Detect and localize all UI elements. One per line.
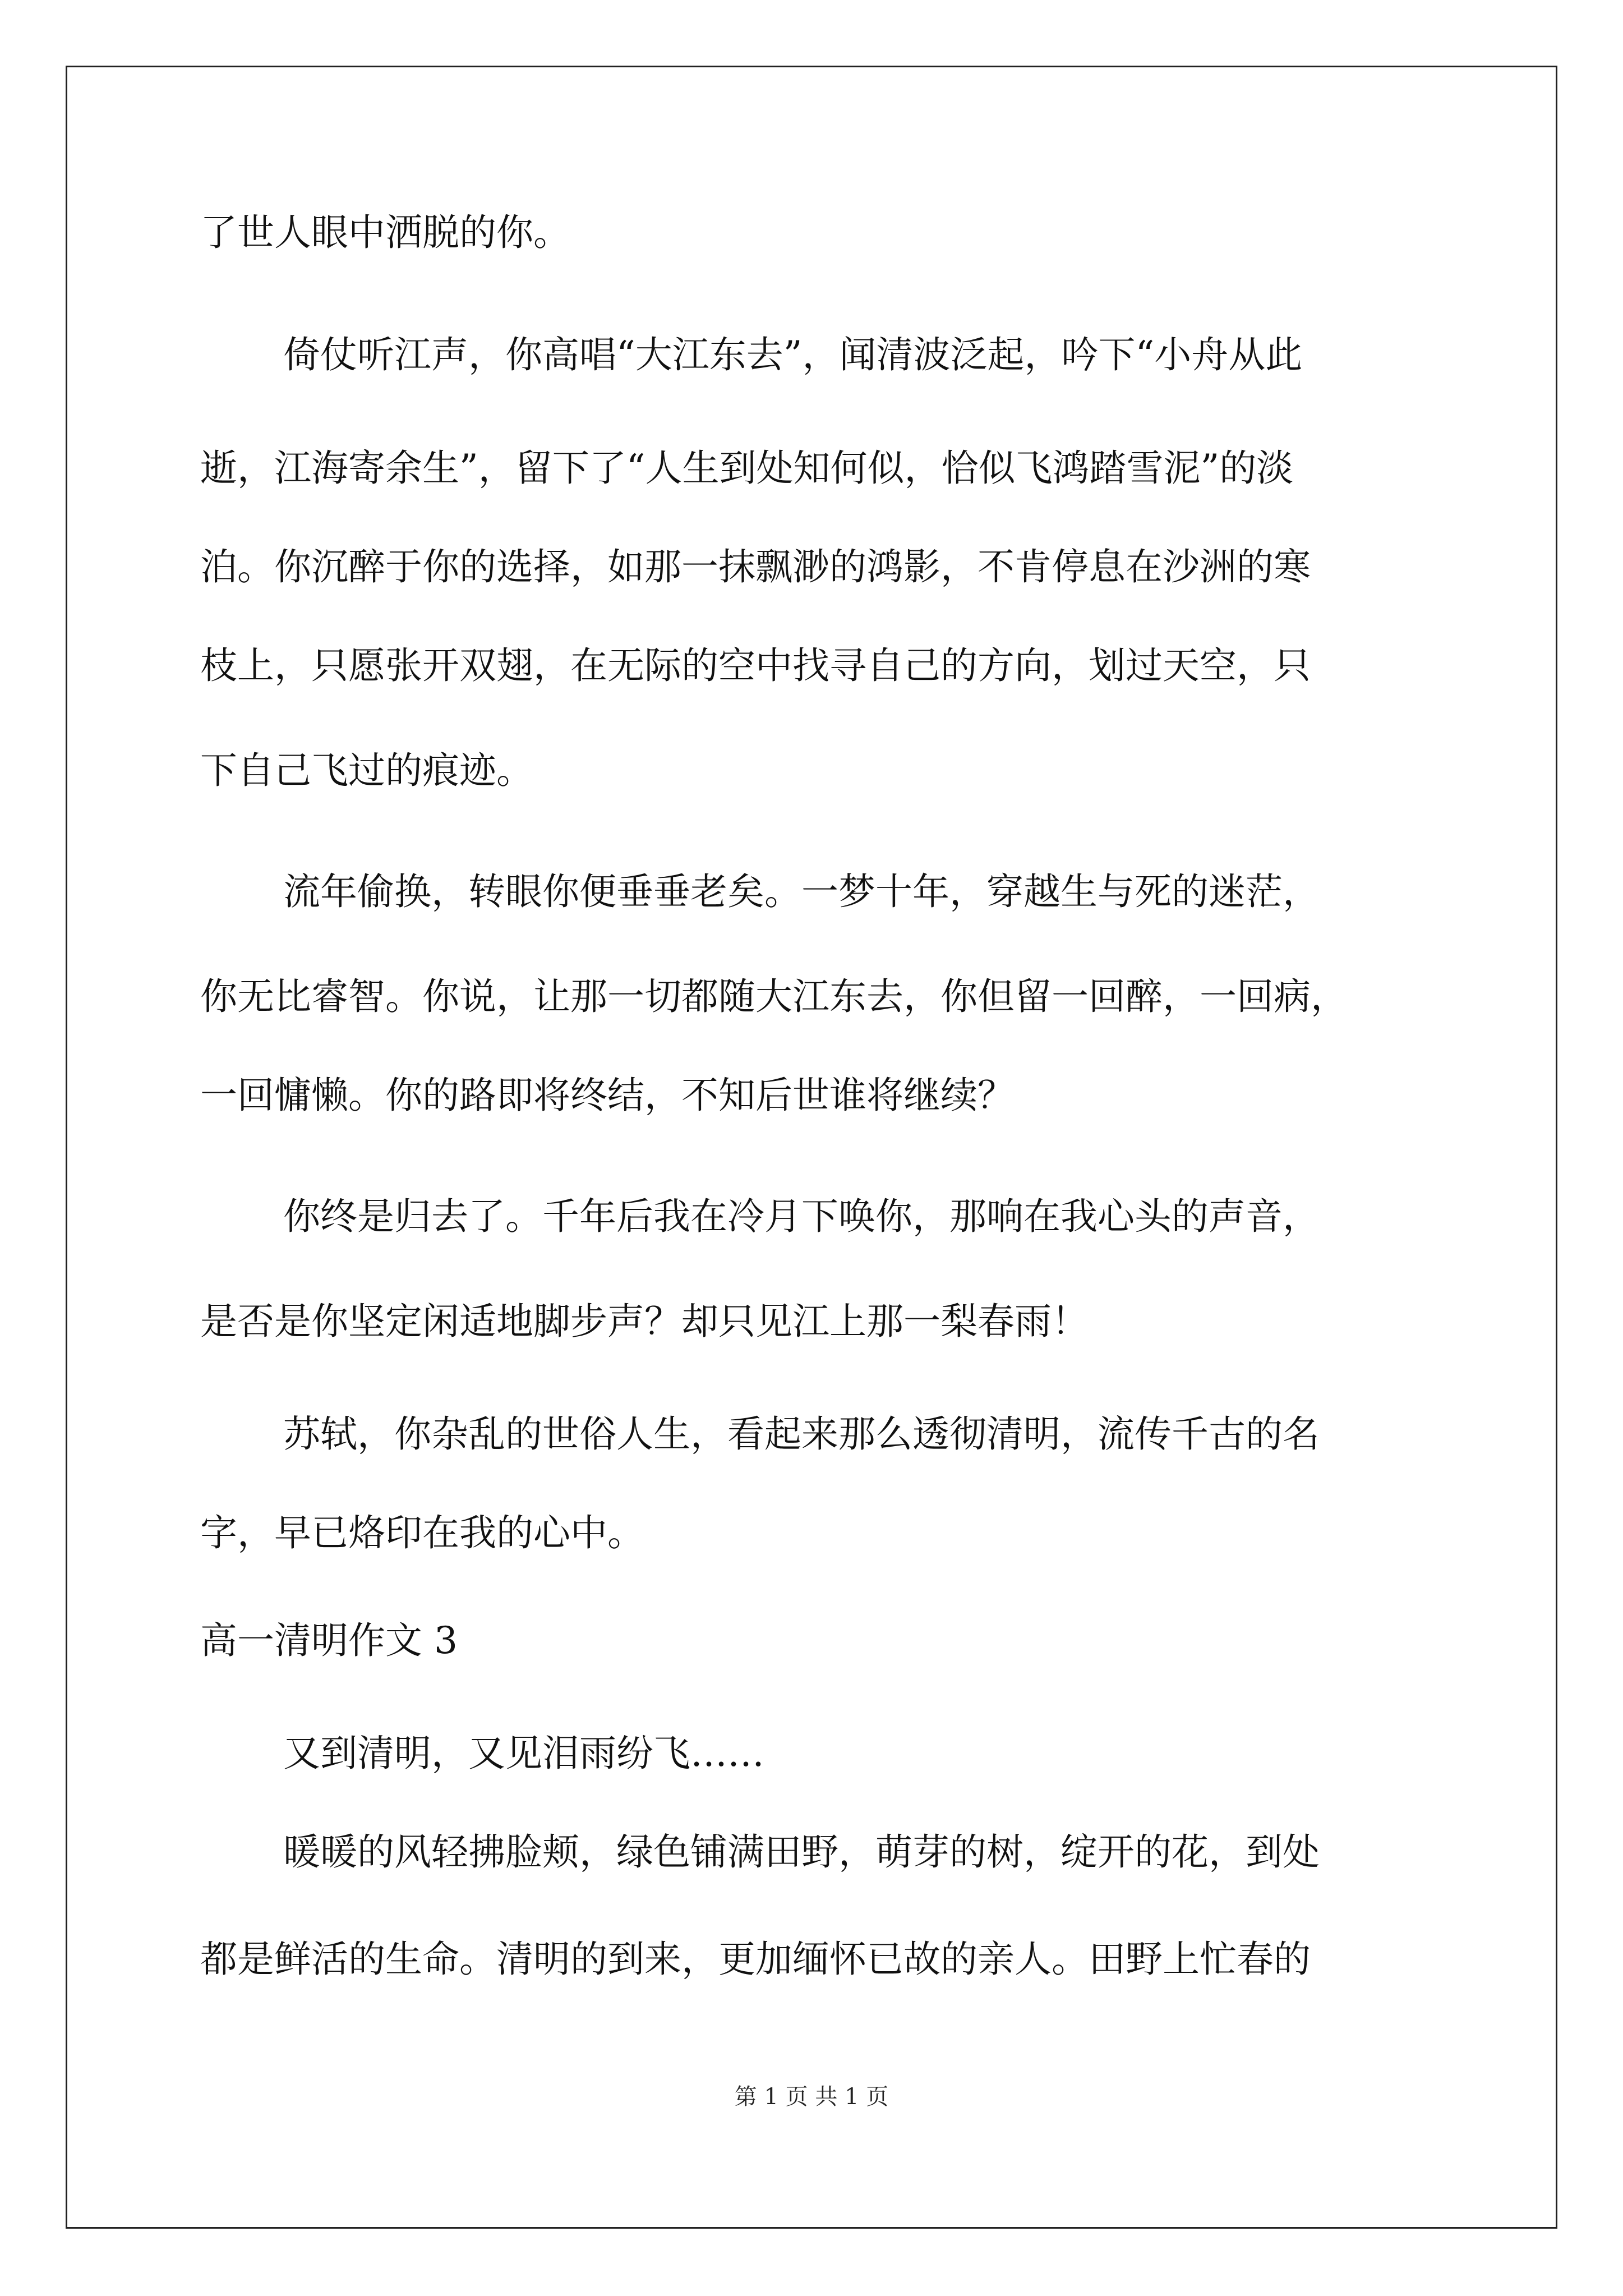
text-line: 了世人眼中洒脱的你。 <box>200 211 570 254</box>
text-line: 字，早已烙印在我的心中。 <box>200 1511 644 1554</box>
paragraph-line: 倚仗听江声，你高唱“大江东去”，闻清波泛起，吟下“小舟从此 <box>283 333 1303 376</box>
text-line: 你无比睿智。你说，让那一切都随大江东去，你但留一回醉，一回病， <box>200 975 1348 1018</box>
text-line: 都是鲜活的生命。清明的到来，更加缅怀已故的亲人。田野上忙春的 <box>200 1938 1311 1981</box>
paragraph-line: 又到清明，又见泪雨纷飞…… <box>283 1732 764 1775</box>
text-line: 一回慵懒。你的路即将终结，不知后世谁将继续？ <box>200 1074 1015 1117</box>
text-line: 枝上，只愿张开双翅，在无际的空中找寻自己的方向，划过天空，只 <box>200 644 1311 687</box>
paragraph-line: 你终是归去了。千年后我在冷月下唤你，那响在我心头的声音， <box>283 1195 1320 1238</box>
paragraph-line: 流年偷换，转眼你便垂垂老矣。一梦十年，穿越生与死的迷茫， <box>283 870 1320 913</box>
text-line: 是否是你坚定闲适地脚步声？却只见江上那一梨春雨！ <box>200 1300 1089 1343</box>
text-line: 逝，江海寄余生”，留下了“人生到处知何似，恰似飞鸿踏雪泥”的淡 <box>200 447 1294 490</box>
text-line: 泊。你沉醉于你的选择，如那一抹飘渺的鸿影，不肯停息在沙洲的寒 <box>200 545 1311 588</box>
paragraph-line: 暖暖的风轻拂脸颊，绿色铺满田野，萌芽的树，绽开的花，到处 <box>283 1830 1320 1874</box>
page-border <box>66 66 1557 2229</box>
text-line: 下自己飞过的痕迹。 <box>200 749 533 792</box>
section-heading: 高一清明作文 3 <box>200 1619 458 1662</box>
paragraph-line: 苏轼，你杂乱的世俗人生，看起来那么透彻清明，流传千古的名 <box>283 1412 1320 1456</box>
page-footer: 第 1 页 共 1 页 <box>734 2084 889 2110</box>
